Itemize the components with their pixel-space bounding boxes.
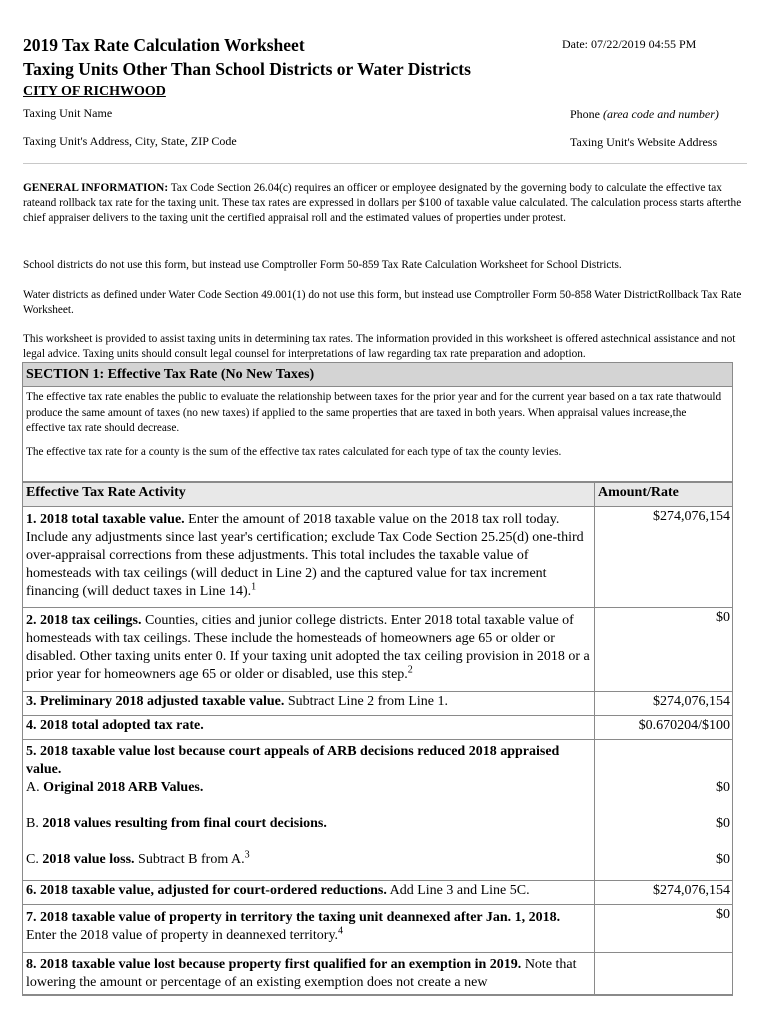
school-districts-note: School districts do not use this form, but instead use Comptroller Form 50-859 Tax Rate Calculation Worksheet for School Districts. [23,259,622,271]
col-activity-header: Effective Tax Rate Activity [23,483,595,507]
line-1-description: 1. 2018 total taxable value. Enter the amount of 2018 taxable value on the 2018 tax roll today. Include any adjustments since last year's certification; exclude Tax Code Section 25.25(d) one-third over-appraisal corrections from these adjustments. This total includes the taxable value of homesteads with tax ceilings (will deduct in Line 2) and the captured value for tax increment financing (will deduct taxes in Line 14).$^1$ [23,507,595,608]
line-7-description: 7. 2018 taxable value of property in territory the taxing unit deannexed after Jan. 1, 2018. Enter the 2018 value of property in deannexed territory.$^4$ [23,905,595,953]
line-7-amount[interactable]: $0 [595,905,733,953]
website-label: Taxing Unit's Website Address [570,135,718,149]
section-1-desc-1: The effective tax rate enables the public to evaluate the relationship between taxes for the prior year and for the current year based on a tax rate thatwould produce the same amount of taxes (no new taxes) if applied to the same properties that are taxed in both years. When appraisal values increase,the effective tax rate should decrease. [26,391,722,434]
line-5a-amount[interactable]: $0 [716,780,730,795]
general-info-paragraph: GENERAL INFORMATION: Tax Code Section 26.04(c) requires an officer or employee designated by the governing body to calculate the effective tax rateand rollback tax rate for the taxing unit. These tax rates are expressed in dollars per $100 of taxable value calculated. The calculation process starts afterthe chief appraiser delivers to the taxing unit the certified appraisal roll and the estimated values of properties under protest. [23,182,742,225]
line-5b-label: B. 2018 values resulting from final court decisions. [26,816,327,831]
line-4-description: 4. 2018 total adopted tax rate. [23,716,595,740]
table-row-line-6 [23,881,732,905]
col-amount-header: Amount/Rate [595,483,733,507]
line-5-description [23,740,595,881]
activity-table [23,482,732,995]
page-subtitle: Taxing Units Other Than School Districts or Water Districts [23,59,471,79]
disclaimer-note: This worksheet is provided to assist taxing units in determining tax rates. The information provided in this worksheet is offered astechnical assistance and not legal advice. Taxing units should consult legal counsel for interpretations of law regarding tax rate preparation and adoption. [23,333,736,361]
line-8-description: 8. 2018 taxable value lost because property first qualified for an exemption in 2019. Note that lowering the amount or percentage of an existing exemption does not create a new [23,953,595,995]
line-1-amount[interactable]: $274,076,154 [595,507,733,608]
line-5a-label: A. Original 2018 ARB Values. [26,780,204,795]
phone-label: Phone (area code and number) [570,107,719,121]
date-stamp: Date: 07/22/2019 04:55 PM [562,37,697,51]
section-1-desc-2: The effective tax rate for a county is the sum of the effective tax rates calculated for each type of tax the county levies. [26,445,562,458]
line-3-amount[interactable]: $274,076,154 [595,692,733,716]
water-districts-note: Water districts as defined under Water Code Section 49.001(1) do not use this form, but instead use Comptroller Form 50-858 Water DistrictRollback Tax Rate Worksheet. [23,289,742,317]
table-row-line-4 [23,716,732,740]
line-3-description: 3. Preliminary 2018 adjusted taxable value. Subtract Line 2 from Line 1. [23,692,595,716]
line-8-amount[interactable] [595,953,733,995]
table-row-line-2 [23,608,732,692]
table-row-line-8 [23,953,732,995]
section-1 [22,362,733,996]
taxing-unit-name: CITY OF RICHWOOD [23,84,166,99]
address-label: Taxing Unit's Address, City, State, ZIP Code [23,134,237,148]
page-title: 2019 Tax Rate Calculation Worksheet [23,35,305,55]
general-info-heading: GENERAL INFORMATION: [23,182,169,194]
table-row-line-3 [23,692,732,716]
line-5-heading: 5. 2018 taxable value lost because court appeals of ARB decisions reduced 2018 appraised value. [26,744,560,777]
header-divider [23,163,747,164]
line-4-amount[interactable]: $0.670204/$100 [595,716,733,740]
line-5b-amount[interactable]: $0 [716,816,730,831]
line-2-description: 2. 2018 tax ceilings. Counties, cities and junior college districts. Enter 2018 total taxable value of homesteads with tax ceilings. These include the homesteads of homeowners age 65 or older or disabled. Other taxing units enter 0. If your taxing unit adopted the tax ceiling provision in 2018 or a prior year for homeowners age 65 or older or disabled, use this step.$^2$ [23,608,595,692]
line-2-amount[interactable]: $0 [595,608,733,692]
line-5c-label: C. 2018 value loss. Subtract B from A.$^3$ [26,849,250,867]
line-6-amount[interactable]: $274,076,154 [595,881,733,905]
phone-hint: (area code and number) [603,107,719,121]
line-6-description: 6. 2018 taxable value, adjusted for court-ordered reductions. Add Line 3 and Line 5C. [23,881,595,905]
taxing-unit-name-label: Taxing Unit Name [23,106,113,120]
line-5-amounts [595,740,733,881]
line-5c-amount[interactable]: $0 [716,852,730,867]
section-1-description [23,387,732,482]
table-header-row [23,483,732,507]
table-row-line-5 [23,740,732,881]
table-row-line-1 [23,507,732,608]
table-row-line-7 [23,905,732,953]
section-1-title: SECTION 1: Effective Tax Rate (No New Taxes) [23,363,732,387]
